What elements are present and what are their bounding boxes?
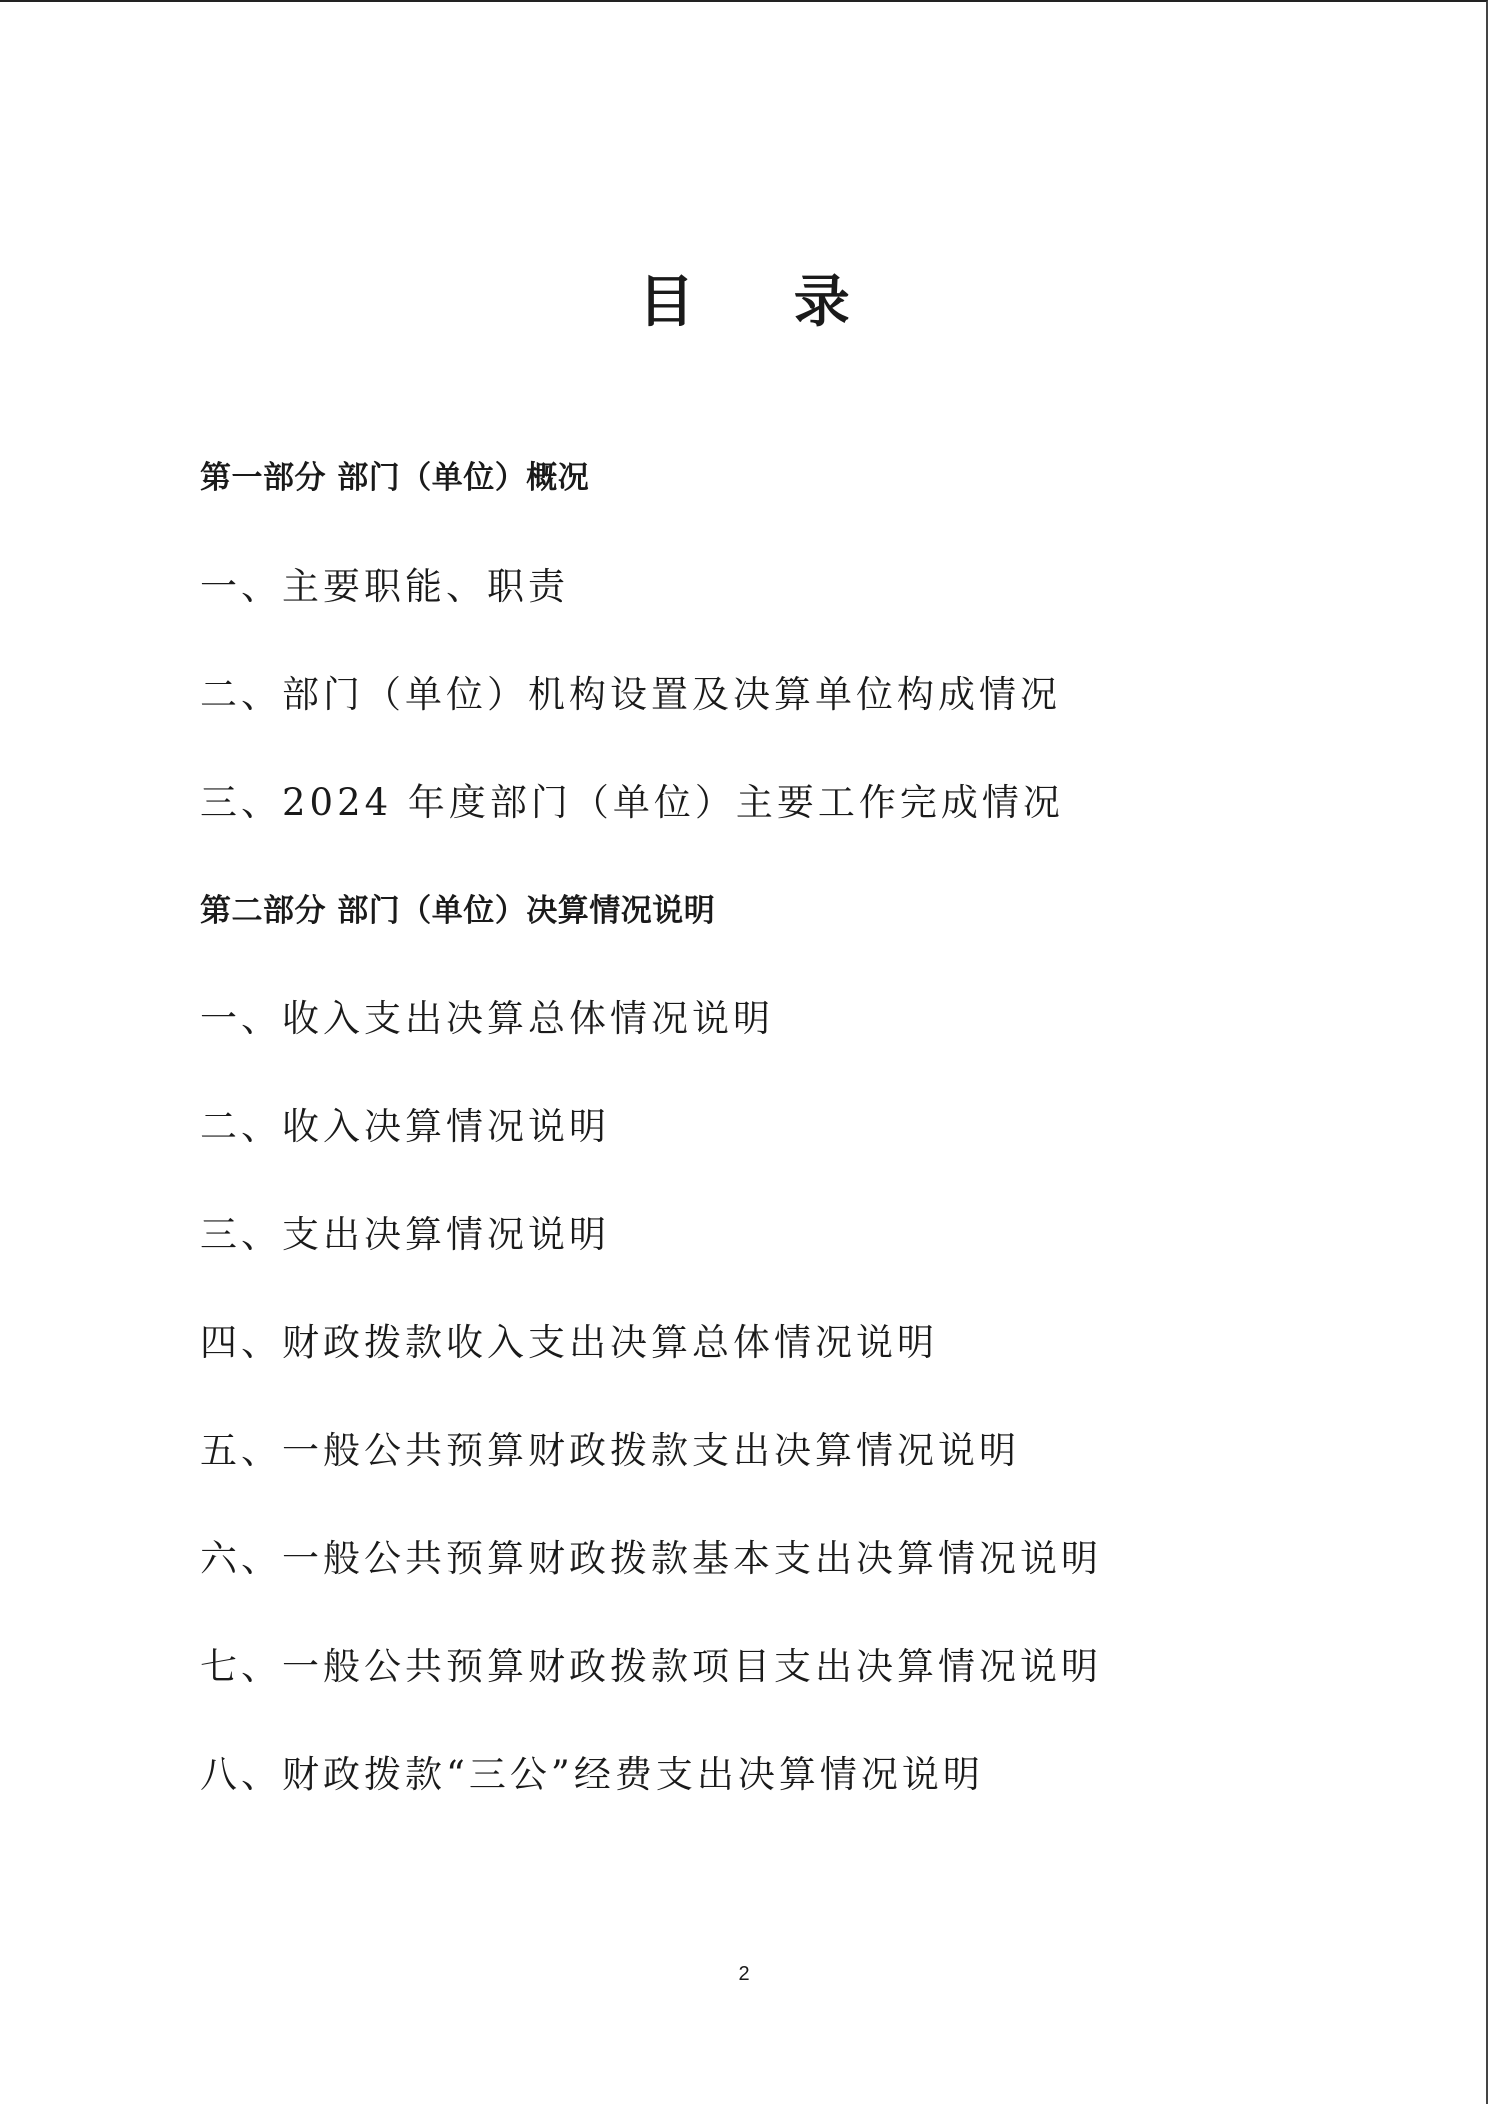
toc-item: 一、收入支出决算总体情况说明	[200, 997, 774, 1040]
toc-item: 三、2024 年度部门（单位）主要工作完成情况	[200, 781, 1064, 824]
toc-item: 四、财政拨款收入支出决算总体情况说明	[200, 1321, 938, 1364]
toc-title: 目 录	[638, 269, 890, 335]
toc-item: 六、一般公共预算财政拨款基本支出决算情况说明	[200, 1537, 1102, 1580]
toc-item: 二、收入决算情况说明	[200, 1105, 610, 1148]
toc-item: 三、支出决算情况说明	[200, 1213, 610, 1256]
page-number: 2	[738, 1963, 750, 1985]
toc-part-heading: 第二部分 部门（单位）决算情况说明	[200, 893, 716, 929]
toc-item: 二、部门（单位）机构设置及决算单位构成情况	[200, 673, 1061, 716]
toc-part-heading: 第一部分 部门（单位）概况	[200, 460, 590, 496]
toc-item: 七、一般公共预算财政拨款项目支出决算情况说明	[200, 1645, 1102, 1688]
toc-item: 八、财政拨款“三公”经费支出决算情况说明	[200, 1753, 984, 1796]
toc-item: 五、一般公共预算财政拨款支出决算情况说明	[200, 1429, 1020, 1472]
toc-item: 一、主要职能、职责	[200, 565, 569, 608]
